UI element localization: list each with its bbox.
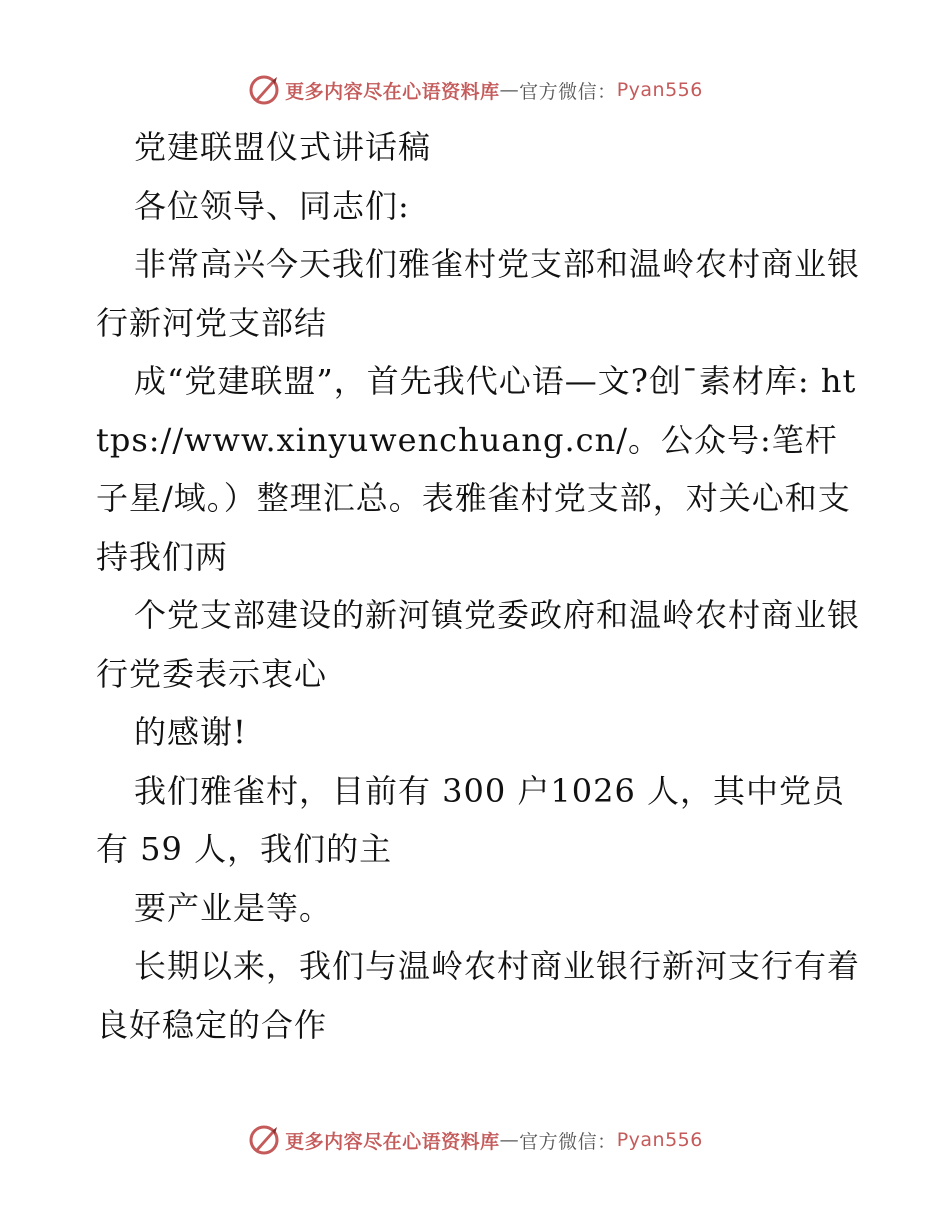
header-dash: — [499, 79, 520, 101]
header-brand-text: 更多内容尽在心语资料库 [285, 80, 500, 103]
paragraph: 成“党建联盟”，首先我代心语—文?创¯素材库: https://www.xinyuwenchuang.cn/。公众号:笔杆子星/域。）整理汇总。表雅雀村党支部，对关心和支持我们两 [96, 362, 857, 576]
document-title: 党建联盟仪式讲话稿 [134, 128, 432, 166]
paragraph-salutation: 各位领导、同志们: [134, 186, 410, 225]
paragraph: 个党支部建设的新河镇党委政府和温岭农村商业银行党委表示衷心 [96, 596, 861, 693]
paragraph: 我们雅雀村，目前有 300 户1026 人，其中党员有 59 人，我们的主 [96, 771, 846, 868]
footer-brand-text: 更多内容尽在心语资料库 [285, 1130, 500, 1153]
footer-dash: — [499, 1129, 520, 1151]
header-wechat-id: Pyan556 [616, 79, 703, 101]
document-body [96, 118, 866, 1054]
quill-pen-logo-icon [247, 73, 281, 107]
footer-official-label: 官方微信： [519, 1130, 617, 1153]
paragraph: 非常高兴今天我们雅雀村党支部和温岭农村商业银行新河党支部结 [96, 245, 861, 342]
header-watermark [0, 70, 950, 110]
paragraph: 的感谢! [134, 713, 247, 751]
header-official-label: 官方微信： [519, 80, 617, 103]
paragraph: 长期以来，我们与温岭农村商业银行新河支行有着良好稳定的合作 [96, 947, 861, 1044]
quill-pen-logo-icon [247, 1123, 281, 1157]
footer-wechat-id: Pyan556 [616, 1129, 703, 1151]
footer-watermark [0, 1120, 950, 1160]
paragraph: 要产业是等。 [134, 888, 333, 927]
